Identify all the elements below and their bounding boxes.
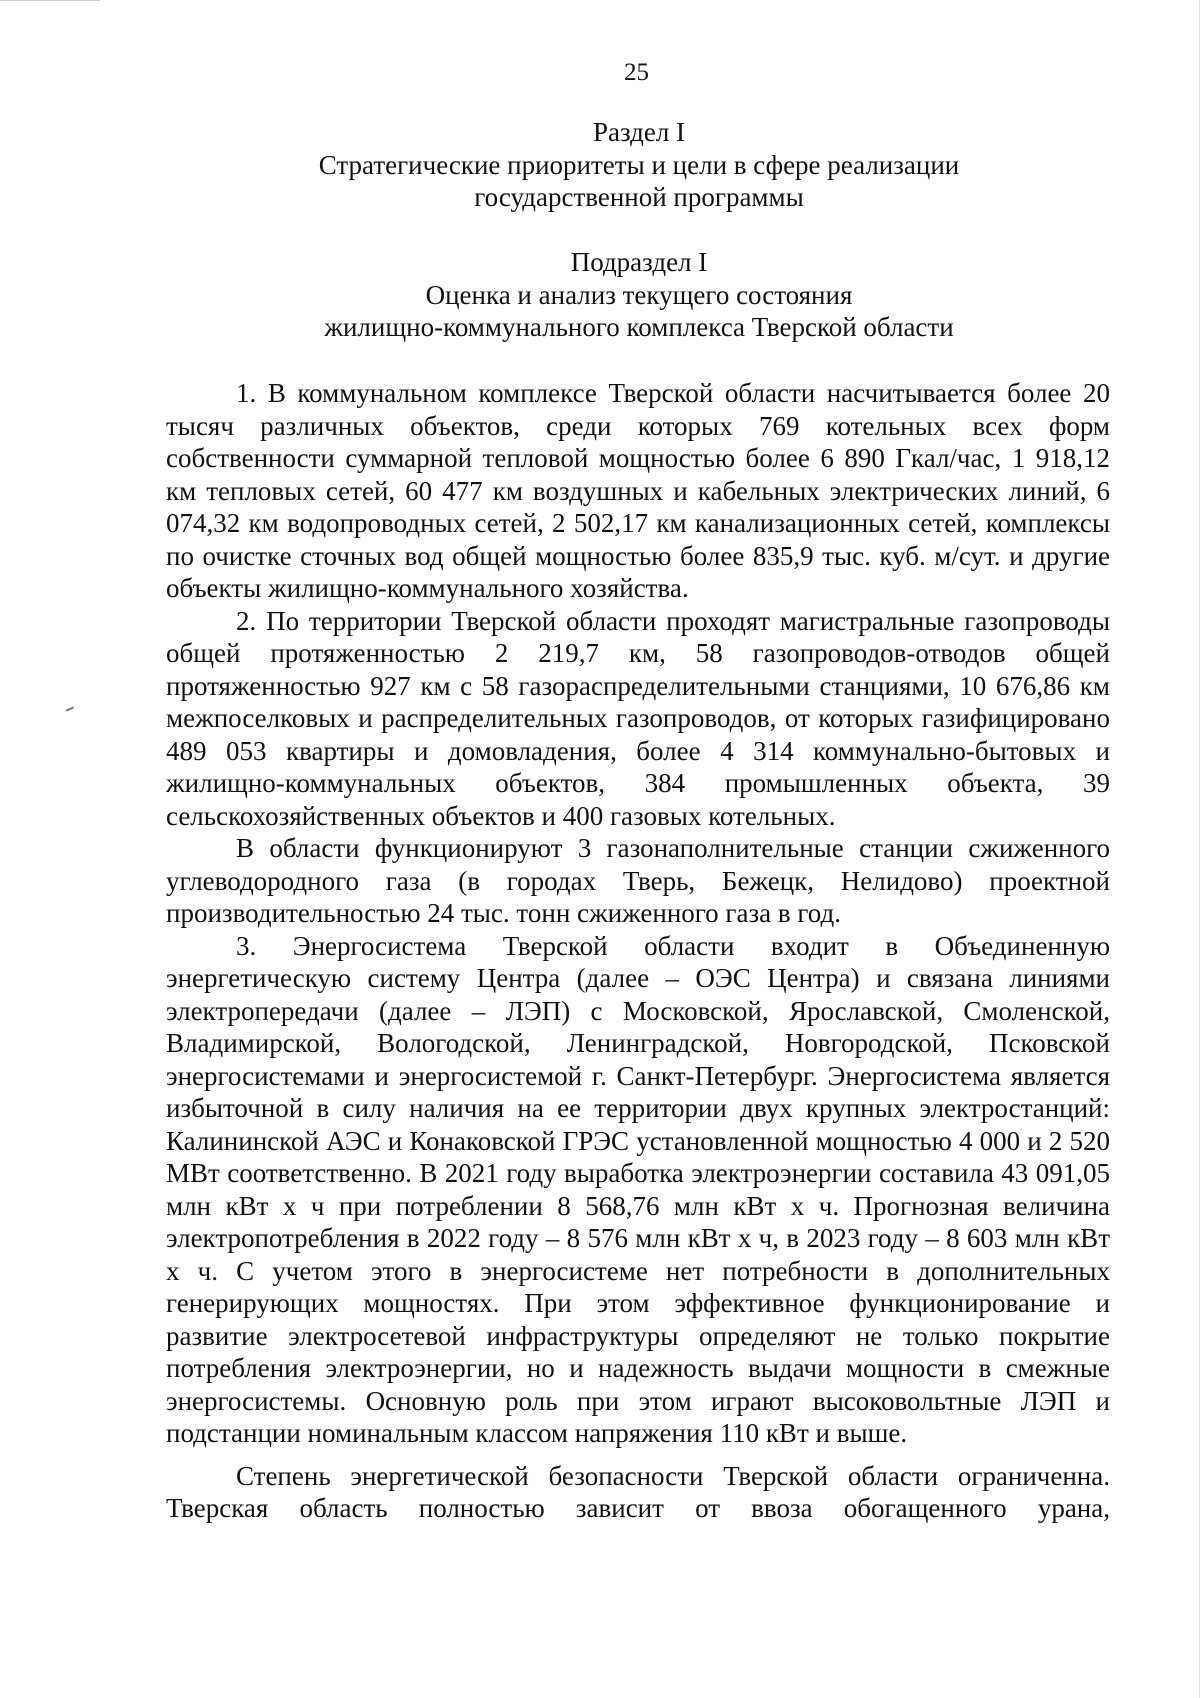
paragraph-1-communal-complex: 1. В коммунальном комплексе Тверской области насчитывается более 20 тысяч различных объектов, среди которых 769 котельных всех форм собственности суммарной тепловой мощностью более 6 890 Гкал/час, 1 918,12 км тепловых сетей, 60 477 км воздушных и кабельных электрических линий, 6 074,32 км водопроводных сетей, 2 502,17 км канализационных сетей, комплексы по очистке сточных вод общей мощностью более 835,9 тыс. куб. м/сут. и другие объекты жилищно-коммунального хозяйства. (166, 378, 1110, 603)
scan-artifact-mark (66, 706, 74, 711)
paragraph-3-energy-system: 3. Энергосистема Тверской области входит в Объединенную энергетическую систему Центра (далее – ОЭС Центра) и связана линиями электропередачи (далее – ЛЭП) с Московской, Ярославской, Смоленской, Владимирской, Вологодской, Ленинградской, Новгородской, Псковской энергосистемами и энергосистемой г. Санкт-Петербург. Энергосистема является избыточной в силу наличия на ее территории двух крупных электростанций: Калининской АЭС и Конаковской ГРЭС установленной мощностью 4 000 и 2 520 МВт соответственно. В 2021 году выработка электроэнергии составила 43 091,05 млн кВт х ч при потреблении 8 568,76 млн кВт х ч. Прогнозная величина электропотребления в 2022 году – 8 576 млн кВт х ч, в 2023 году – 8 603 млн кВт х ч. С учетом этого в энергосистеме нет потребности в дополнительных генерирующих мощностях. При этом эффективное функционирование и развитие электросетевой инфраструктуры определяют не только покрытие потребления электроэнергии, но и надежность выдачи мощности в смежные энергосистемы. Основную роль при этом играют высоковольтные ЛЭП и подстанции номинальным классом напряжения 110 кВт и выше. (166, 930, 1110, 1448)
section-label: Раздел I (592, 117, 686, 147)
subsection-heading (166, 246, 1112, 344)
section-heading (166, 116, 1112, 214)
body-text (166, 377, 1110, 1525)
section-title-line-2: государственной программы (474, 182, 804, 212)
page-number: 25 (624, 59, 649, 86)
paragraph-energy-security: Степень энергетической безопасности Тверской области ограниченна. Тверская область полностью зависит от ввоза обогащенного урана, (166, 1460, 1110, 1523)
section-title-line-1: Стратегические приоритеты и цели в сфере реализации (318, 149, 960, 180)
subsection-title-line-2: жилищно-коммунального комплекса Тверской области (324, 312, 954, 342)
paragraph-gas-filling-stations: В области функционируют 3 газонаполнительные станции сжиженного углеводородного газа (в городах Тверь, Бежецк, Нелидово) проектной производительностью 24 тыс. тонн сжиженного газа в год. (166, 833, 1110, 928)
subsection-title-line-1: Оценка и анализ текущего состояния (425, 279, 853, 310)
scan-edge-top (0, 0, 100, 5)
subsection-label: Подраздел I (570, 247, 708, 277)
paragraph-2-gas-pipelines: 2. По территории Тверской области проходят магистральные газопроводы общей протяженностью 2 219,7 км, 58 газопроводов-отводов общей протяженностью 927 км с 58 газораспределительными станциями, 10 676,86 км межпоселковых и распределительных газопроводов, от которых газифицировано 489 053 квартиры и домовладения, более 4 314 коммунально-бытовых и жилищно-коммунальных объектов, 384 промышленных объекта, 39 сельскохозяйственных объектов и 400 газовых котельных. (166, 605, 1110, 831)
